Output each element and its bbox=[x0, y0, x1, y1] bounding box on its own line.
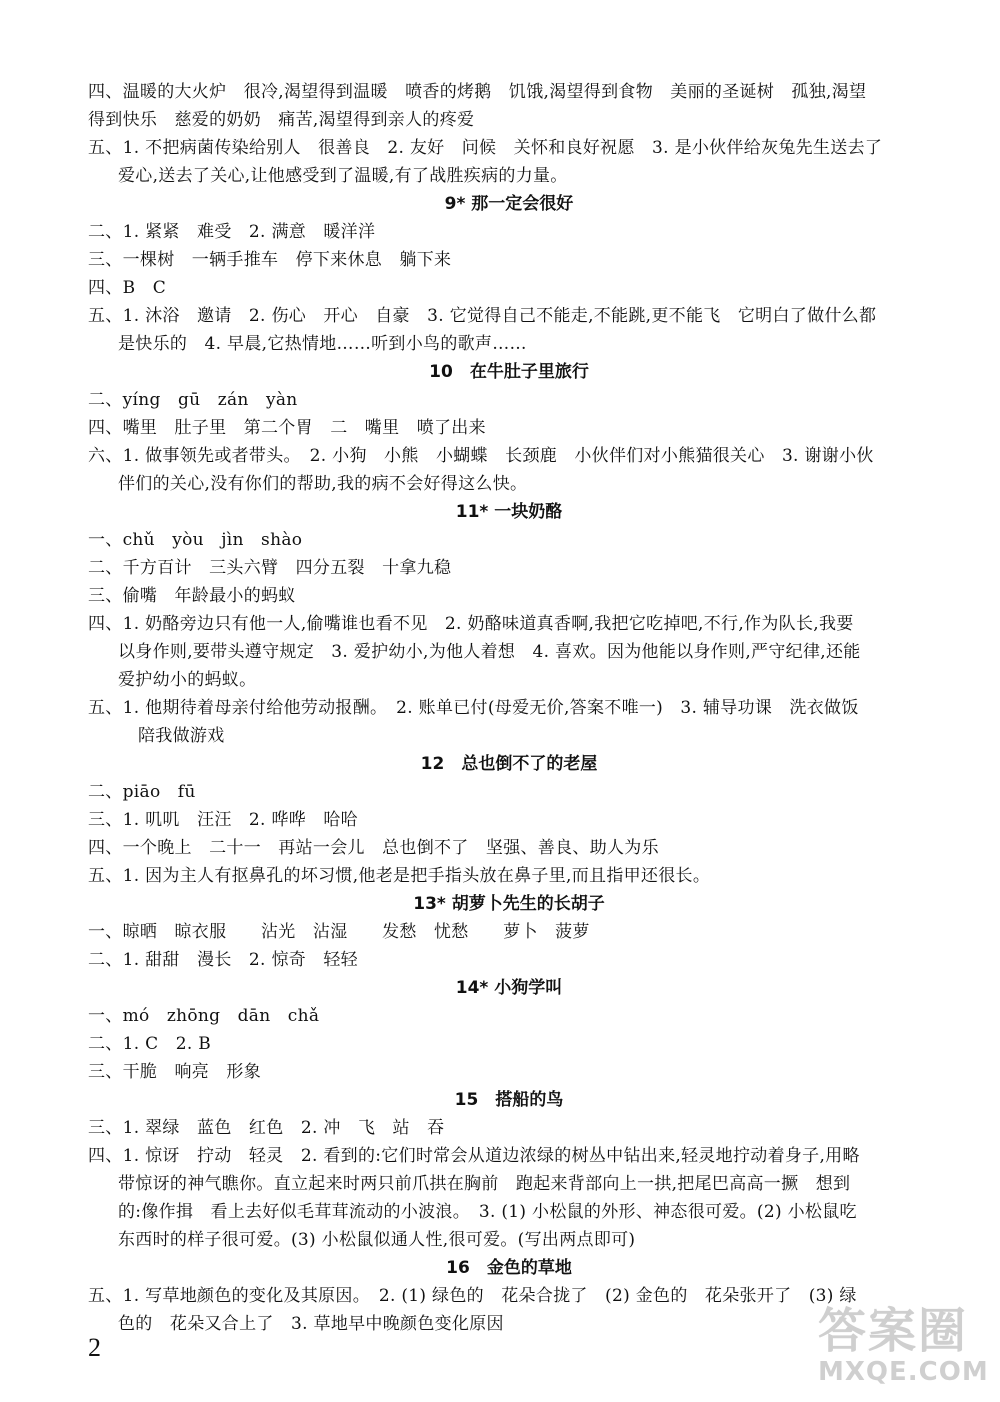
answer-line: 六、1. 做事领先或者带头。 2. 小狗 小熊 小蝴蝶 长颈鹿 小伙伴们对小熊猫很关心 3. 谢谢小伙 bbox=[88, 446, 874, 466]
answer-line: 一、晾晒 晾衣服 沾光 沾湿 发愁 忧愁 萝卜 菠萝 bbox=[88, 922, 590, 942]
answer-line: 二、1. 甜甜 漫长 2. 惊奇 轻轻 bbox=[88, 950, 358, 970]
answer-line: 伴们的关心,没有你们的帮助,我的病不会好得这么快。 bbox=[118, 474, 528, 494]
answer-line: 三、干脆 响亮 形象 bbox=[88, 1062, 261, 1082]
answer-line: 陪我做游戏 bbox=[138, 726, 225, 746]
answer-line: 二、yíng gū zán yàn bbox=[88, 390, 298, 410]
answer-line: 四、1. 奶酪旁边只有他一人,偷嘴谁也看不见 2. 奶酪味道真香啊,我把它吃掉吧,不行,作为队长,我要 bbox=[88, 614, 854, 634]
answer-line: 三、偷嘴 年龄最小的蚂蚁 bbox=[88, 586, 296, 606]
answer-line: 是快乐的 4. 早晨,它热情地……听到小鸟的歌声…… bbox=[118, 334, 527, 354]
answer-line: 三、一棵树 一辆手推车 停下来休息 躺下来 bbox=[88, 250, 452, 270]
answer-line: 五、1. 写草地颜色的变化及其原因。 2. (1) 绿色的 花朵合拢了 (2) 金色的 花朵张开了 (3) 绿 bbox=[88, 1286, 857, 1306]
answer-line: 三、1. 翠绿 蓝色 红色 2. 冲 飞 站 吞 bbox=[88, 1118, 445, 1138]
answer-line: 二、千方百计 三头六臂 四分五裂 十拿九稳 bbox=[88, 558, 452, 578]
lesson-heading: 10 在牛肚子里旅行 bbox=[429, 362, 589, 382]
answer-line: 的:像作揖 看上去好似毛茸茸流动的小波浪。 3. (1) 小松鼠的外形、神态很可爱。(2) 小松鼠吃 bbox=[118, 1202, 857, 1222]
answer-line: 三、1. 叽叽 汪汪 2. 哗哗 哈哈 bbox=[88, 810, 358, 830]
answer-line: 四、B C bbox=[88, 278, 166, 298]
lesson-heading: 15 搭船的鸟 bbox=[454, 1090, 564, 1110]
answer-key-content bbox=[88, 78, 930, 1338]
answer-line: 一、mó zhōng dān chǎ bbox=[88, 1006, 320, 1026]
watermark-bottom-text: MXQE.COM bbox=[818, 1357, 989, 1387]
answer-line: 一、chǔ yòu jìn shào bbox=[88, 530, 303, 550]
lesson-heading: 13* 胡萝卜先生的长胡子 bbox=[413, 894, 605, 914]
lesson-heading: 12 总也倒不了的老屋 bbox=[420, 754, 598, 774]
answer-line: 东西时的样子很可爱。(3) 小松鼠似通人性,很可爱。(写出两点即可) bbox=[118, 1230, 636, 1250]
answer-line: 五、1. 他期待着母亲付给他劳动报酬。 2. 账单已付(母爱无价,答案不唯一) 3. 辅导功课 洗衣做饭 bbox=[88, 698, 859, 718]
answer-line: 爱心,送去了关心,让他感受到了温暖,有了战胜疾病的力量。 bbox=[118, 166, 568, 186]
answer-line: 五、1. 沐浴 邀请 2. 伤心 开心 自豪 3. 它觉得自己不能走,不能跳,更不能飞 它明白了做什么都 bbox=[88, 306, 877, 326]
answer-line: 二、piāo fū bbox=[88, 782, 196, 802]
answer-line: 五、1. 因为主人有抠鼻孔的坏习惯,他老是把手指头放在鼻子里,而且指甲还很长。 bbox=[88, 866, 711, 886]
answer-line: 四、1. 惊讶 拧动 轻灵 2. 看到的:它们时常会从道边浓绿的树丛中钻出来,轻灵地拧动着身子,用略 bbox=[88, 1146, 860, 1166]
lesson-heading: 16 金色的草地 bbox=[446, 1258, 572, 1278]
answer-line: 四、温暖的大火炉 很冷,渴望得到温暖 喷香的烤鹅 饥饿,渴望得到食物 美丽的圣诞树 孤独,渴望 bbox=[88, 82, 867, 102]
answer-line: 四、嘴里 肚子里 第二个胃 二 嘴里 喷了出来 bbox=[88, 418, 486, 438]
answer-line: 二、1. 紧紧 难受 2. 满意 暖洋洋 bbox=[88, 222, 376, 242]
answer-line: 色的 花朵又合上了 3. 草地早中晚颜色变化原因 bbox=[118, 1314, 504, 1334]
lesson-heading: 9* 那一定会很好 bbox=[444, 194, 574, 214]
answer-line: 以身作则,要带头遵守规定 3. 爱护幼小,为他人着想 4. 喜欢。因为他能以身作则,严守纪律,还能 bbox=[118, 642, 861, 662]
lesson-heading: 11* 一块奶酪 bbox=[455, 502, 563, 522]
answer-line: 四、一个晚上 二十一 再站一会儿 总也倒不了 坚强、善良、助人为乐 bbox=[88, 838, 659, 858]
watermark-logo bbox=[818, 1305, 988, 1395]
answer-line: 爱护幼小的蚂蚁。 bbox=[118, 670, 257, 690]
answer-line: 带惊讶的神气瞧你。直立起来时两只前爪拱在胸前 跑起来背部向上一拱,把尾巴高高一撅 想到 bbox=[118, 1174, 851, 1194]
answer-line: 二、1. C 2. B bbox=[88, 1034, 212, 1054]
watermark-top-text: 答案圈 bbox=[818, 1303, 969, 1359]
lesson-heading: 14* 小狗学叫 bbox=[455, 978, 563, 998]
page-number: 2 bbox=[88, 1333, 101, 1362]
answer-line: 得到快乐 慈爱的奶奶 痛苦,渴望得到亲人的疼爱 bbox=[88, 110, 475, 130]
answer-line: 五、1. 不把病菌传染给别人 很善良 2. 友好 问候 关怀和良好祝愿 3. 是小伙伴给灰兔先生送去了 bbox=[88, 138, 883, 158]
